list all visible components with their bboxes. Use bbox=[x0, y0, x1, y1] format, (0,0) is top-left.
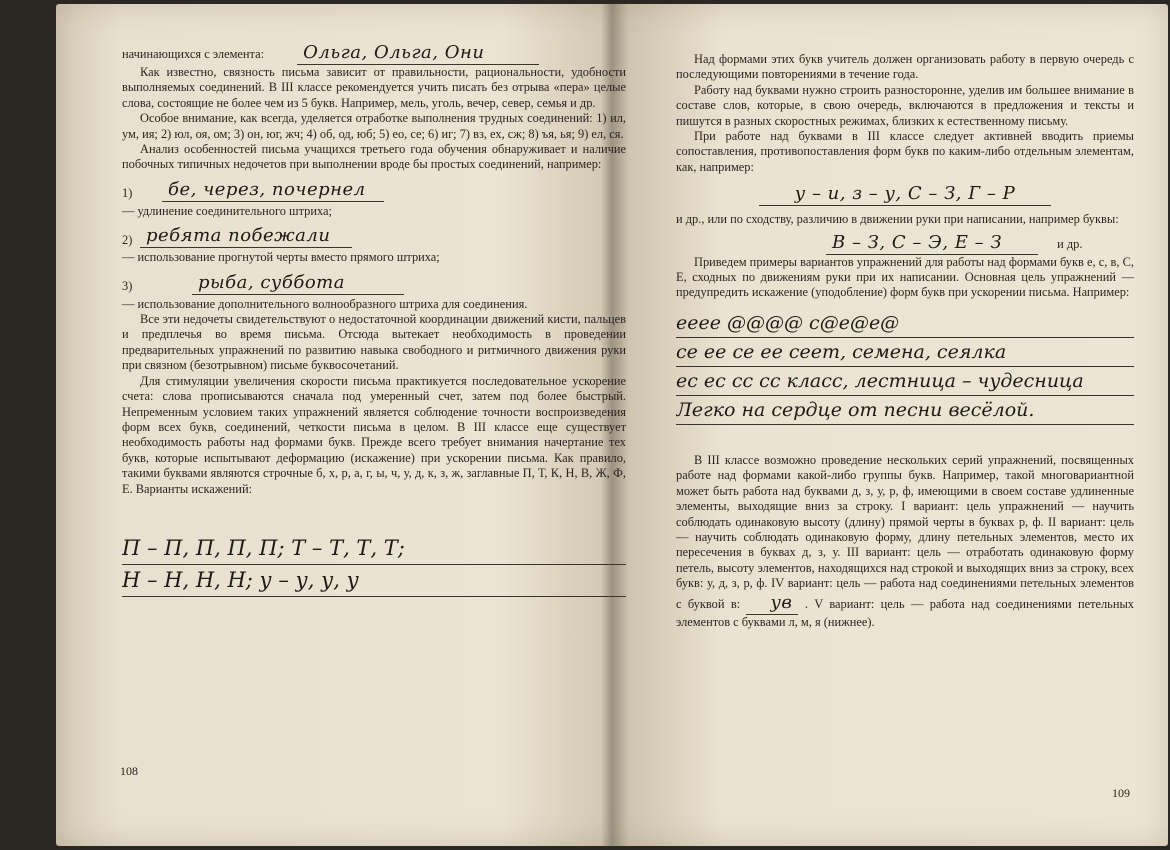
handwriting-line: Н – Н, Н, Н; у – у, у, у bbox=[122, 565, 626, 597]
example-2-text: — использование прогнутой черты вместо прямого штриха; bbox=[122, 250, 440, 265]
handwriting-line: се ее се ее сеет, семена, сеялка bbox=[676, 338, 1134, 367]
handwriting-line: Легко на сердце от песни весёлой. bbox=[676, 396, 1134, 425]
example-2 bbox=[122, 225, 626, 248]
handwriting-sample: Ольга, Ольга, Они bbox=[297, 42, 539, 65]
handwriting-sample: ув bbox=[746, 592, 798, 615]
paragraph bbox=[676, 453, 1134, 630]
text-fragment: и др. bbox=[1057, 236, 1083, 251]
right-page bbox=[676, 52, 1134, 630]
handwriting-line: ееее @@@@ с@е@е@ bbox=[676, 309, 1134, 338]
example-3 bbox=[122, 272, 626, 295]
handwriting-sample: ребята побежали bbox=[140, 225, 352, 248]
text-fragment: В III классе возможно проведение нескольких серий упражнений, посвященных работе над формами какой-либо группы букв. Например, такой многовариантной может быть работа над буквами д, з, у, р, ф, имеющими в своем составе удлиненные элементы, выходящие вниз за строку. I вариант: цель упражнений — научить соблюдать одинаковую высоту (длину) прямой черты в буквах р, ф. II вариант: цель — научить соблюдать одинаковую форму, длину петельных элементов, место их пересечения в буквах д, з, у. III вариант: цель — отработать одинаковую форму петель, высоту элементов, находящихся над строкой и выходящих вниз за строку, всех букв: у, д, з, р, ф. IV вариант: цель — работа над соединениями петельных элементов с буквой в: bbox=[676, 452, 1134, 611]
example-1-text: — удлинение соединительного штриха; bbox=[122, 203, 332, 218]
handwriting-sample: бе, через, почернел bbox=[162, 179, 384, 202]
left-page bbox=[122, 42, 626, 597]
text-fragment: . V вариант: цель — работа над соединениями петельных элементов с буквами л, м, я (нижнее). bbox=[676, 596, 1134, 629]
left-line1 bbox=[122, 42, 626, 65]
paragraph: Работу над буквами нужно строить разносторонне, уделив им большее внимание в составе слов, которые, в свою очередь, включаются в предложения и тексты и пишутся в разных скоростных режимах, близких к естественному письму. bbox=[676, 82, 1134, 128]
paragraph: Как известно, связность письма зависит от правильности, рациональности, удобности выполняемых соединений. В III классе рекомендуется учить писать без отрыва «пера» целые слова, состоящие не более чем из 5 букв. Например, мель, уголь, вечер, север, семья и др. bbox=[122, 65, 626, 110]
paragraph: Для стимуляции увеличения скорости письма практикуется последовательное ускорение счета: слова прописываются сначала под умеренный счет, затем под более быстрый. Непременным условием таких упражнений является соблюдение точности воспроизведения форм всех букв, соединений, четкости письма в целом. В III классе еще существует необходимость работы над формами букв. Прежде всего требует внимания начертание тех букв, которые испытывают деформацию (искажение) при ускорении письма. Как правило, такими буквами являются строчные б, х, р, а, г, ы, ч, у, д, к, з, ж, заглавные П, Т, К, Н, В, Ж, Ф, Е. Варианты искажений: bbox=[122, 373, 626, 496]
example-number: 2) bbox=[122, 232, 133, 247]
paragraph: Особое внимание, как всегда, уделяется отработке выполнения трудных соединений: 1) ил, ум, ия; 2) юл, оя, ом; 3) он, юг, жч; 4) об, од, юб; 5) ео, се; 6) иг; 7) вз, ех, сж; 8) ъя, ья; 9) ел, ся. bbox=[122, 111, 626, 141]
paragraph: Приведем примеры вариантов упражнений для работы над формами букв е, с, в, С, Е, сходных по движениям руки при их написании. Основная цель упражнений — предупредить искажение (уподобление) форм букв при ускорении письма. Например: bbox=[676, 254, 1134, 300]
handwriting-sample: у – и, з – у, С – З, Г – Р bbox=[759, 183, 1051, 206]
handwriting-line: ес ес сс сс класс, лестница – чудесница bbox=[676, 367, 1134, 396]
example-number: 1) bbox=[122, 186, 133, 201]
paragraph: Все эти недочеты свидетельствуют о недостаточной координации движений кисти, пальцев и предплечья во время письма. Отсюда вытекает необходимость в проведении предварительных упражнений по развитию навыка свободного и ритмичного движения руки при связном (безотрывном) письме буквосочетаний. bbox=[122, 312, 626, 373]
example-1 bbox=[122, 179, 626, 202]
paragraph: и др., или по сходству, различию в движении руки при написании, например буквы: bbox=[676, 212, 1119, 227]
handwriting-sample: рыба, суббота bbox=[192, 272, 404, 295]
page-number-right: 109 bbox=[1112, 786, 1130, 800]
handwriting-sample: В – З, С – Э, Е – З bbox=[826, 232, 1038, 255]
left-line1-text: начинающихся с элемента: bbox=[122, 47, 265, 61]
paragraph: Над формами этих букв учитель должен организовать работу в первую очередь с последующими повторениями в течение года. bbox=[676, 52, 1134, 82]
example-number: 3) bbox=[122, 279, 133, 294]
paragraph: При работе над буквами в III классе следует активней вводить приемы сопоставления, противопоставления форм букв по каким-либо отдельным элементам, как, например: bbox=[676, 129, 1134, 174]
page-number-left: 108 bbox=[120, 764, 138, 778]
paragraph-inline bbox=[676, 232, 1134, 255]
example-3-text: — использование дополнительного волнообразного штриха для соединения. bbox=[122, 296, 528, 311]
book-spread bbox=[56, 4, 1168, 846]
handwriting-line: П – П, П, П, П; Т – Т, Т, Т; bbox=[122, 533, 626, 565]
paragraph: Анализ особенностей письма учащихся третьего года обучения обнаруживает и наличие побочных типичных недочетов при выполнении вроде бы простых соединений, например: bbox=[122, 142, 626, 172]
